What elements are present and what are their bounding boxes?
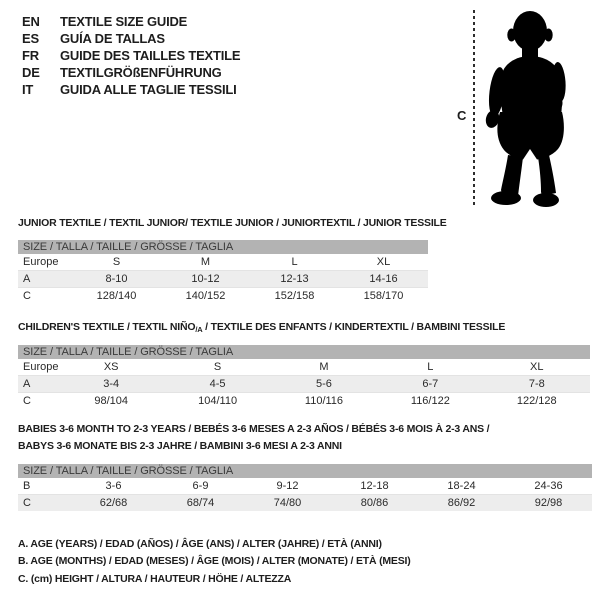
- size-cell: L: [427, 361, 434, 373]
- baby-foot-left: [491, 191, 521, 205]
- size-cell: 80/86: [360, 497, 389, 509]
- baby-head: [513, 11, 547, 51]
- footnotes: [18, 536, 411, 588]
- size-cell: 4-5: [209, 378, 226, 390]
- table-row: [18, 393, 590, 410]
- row-label: C: [23, 290, 31, 302]
- size-cell: 8-10: [105, 273, 128, 285]
- size-header-bar: SIZE / TALLA / TAILLE / GRÖSSE / TAGLIA: [18, 345, 590, 359]
- babies-table-title: [18, 421, 489, 455]
- baby-hand-right: [552, 96, 563, 111]
- babies-title-line2: BABYS 3-6 MONATE BIS 2-3 JAHRE / BAMBINI 3-6 MESI A 2-3 ANNI: [18, 440, 342, 452]
- language-guide-list: [22, 13, 240, 98]
- size-cell: 104/110: [198, 395, 238, 407]
- size-cell: 9-12: [276, 480, 299, 492]
- language-row-it: [22, 81, 240, 98]
- language-label: GUIDE DES TAILLES TEXTILE: [60, 48, 241, 63]
- height-marker-label: C: [457, 108, 467, 123]
- babies-size-table: [18, 464, 592, 511]
- children-title-sub: /A: [195, 325, 203, 334]
- table-row: [18, 288, 428, 305]
- size-cell: S: [112, 256, 121, 268]
- language-code: EN: [22, 14, 40, 29]
- table-row: [18, 271, 428, 288]
- size-cell: 158/170: [363, 290, 404, 302]
- size-cell: 122/128: [516, 395, 557, 407]
- size-cell: 7-8: [528, 378, 545, 390]
- size-cell: M: [200, 256, 211, 268]
- language-label: TEXTILE SIZE GUIDE: [60, 14, 188, 29]
- row-label: A: [23, 273, 31, 285]
- babies-title-line1: BABIES 3-6 MONTH TO 2-3 YEARS / BEBÉS 3-6 MESES A 2-3 AÑOS / BÉBÉS 3-6 MOIS À 2-3 ANS /: [18, 423, 490, 435]
- language-label: TEXTILGRÖßENFÜHRUNG: [60, 65, 222, 80]
- baby-leg-right: [538, 155, 556, 196]
- size-cell: 6-9: [192, 480, 209, 492]
- children-table-title: [18, 319, 505, 338]
- size-cell: 86/92: [447, 497, 476, 509]
- size-header-bar: SIZE / TALLA / TAILLE / GRÖSSE / TAGLIA: [18, 464, 592, 478]
- row-label: Europe: [23, 361, 59, 373]
- size-cell: 5-6: [316, 378, 332, 390]
- size-cell: S: [213, 361, 222, 373]
- table-row: [18, 359, 590, 376]
- size-cell: M: [319, 361, 329, 373]
- size-cell: XS: [103, 361, 119, 373]
- size-cell: 92/98: [534, 497, 563, 509]
- table-row: [18, 495, 592, 512]
- row-label: A: [23, 378, 31, 390]
- size-cell: 98/104: [94, 395, 129, 407]
- footnote-height-cm: C. (cm) HEIGHT / ALTURA / HAUTEUR / HÖHE / ALTEZZA: [18, 572, 292, 585]
- junior-table-title: JUNIOR TEXTILE / TEXTIL JUNIOR/ TEXTILE JUNIOR / JUNIORTEXTIL / JUNIOR TESSILE: [18, 217, 447, 229]
- language-row-de: [22, 64, 240, 81]
- children-size-table: [18, 345, 590, 409]
- size-cell: 12-13: [280, 273, 309, 285]
- size-cell: 152/158: [274, 290, 315, 302]
- size-cell: 14-16: [369, 273, 398, 285]
- language-code: IT: [22, 82, 34, 97]
- baby-foot-right: [533, 193, 559, 207]
- language-code: ES: [22, 31, 39, 46]
- language-row-es: [22, 30, 240, 47]
- footnote-age-years: A. AGE (YEARS) / EDAD (AÑOS) / ÂGE (ANS) / ALTER (JAHRE) / ETÀ (ANNI): [18, 538, 382, 550]
- table-row: [18, 376, 590, 393]
- size-cell: 10-12: [191, 273, 220, 285]
- children-title-post: / TEXTILE DES ENFANTS / KINDERTEXTIL / BAMBINI TESSILE: [202, 321, 506, 333]
- language-label: GUIDA ALLE TAGLIE TESSILI: [60, 82, 237, 97]
- size-cell: L: [291, 256, 298, 268]
- size-cell: 128/140: [96, 290, 137, 302]
- junior-size-table: [18, 240, 428, 304]
- height-measure-dashed-line: [473, 10, 475, 207]
- size-cell: 62/68: [99, 497, 128, 509]
- table-row: [18, 254, 428, 271]
- size-cell: 110/116: [304, 395, 344, 407]
- language-row-fr: [22, 47, 240, 64]
- size-cell: XL: [530, 361, 544, 373]
- size-cell: 18-24: [447, 480, 476, 492]
- size-cell: 3-4: [103, 378, 120, 390]
- language-code: DE: [22, 65, 40, 80]
- size-header-bar: SIZE / TALLA / TAILLE / GRÖSSE / TAGLIA: [18, 240, 428, 254]
- size-cell: 24-36: [534, 480, 563, 492]
- children-title-pre: CHILDREN'S TEXTILE / TEXTIL NIÑO: [18, 321, 196, 333]
- language-row-en: [22, 13, 240, 30]
- size-cell: 140/152: [185, 290, 226, 302]
- row-label: B: [23, 480, 31, 492]
- size-cell: XL: [376, 256, 391, 268]
- size-cell: 6-7: [422, 378, 439, 390]
- size-cell: 12-18: [360, 480, 389, 492]
- row-label: C: [23, 395, 31, 407]
- row-label: C: [23, 497, 31, 509]
- size-cell: 116/122: [410, 395, 450, 407]
- language-code: FR: [22, 48, 39, 63]
- baby-silhouette-image: [478, 8, 588, 208]
- footnote-age-months: B. AGE (MONTHS) / EDAD (MESES) / ÂGE (MOIS) / ALTER (MONATE) / ETÀ (MESI): [18, 555, 411, 568]
- table-row: [18, 478, 592, 495]
- language-label: GUÍA DE TALLAS: [60, 31, 165, 46]
- row-label: Europe: [23, 256, 59, 268]
- size-cell: 74/80: [273, 497, 302, 509]
- baby-leg-left: [501, 155, 523, 196]
- size-cell: 3-6: [105, 480, 122, 492]
- size-cell: 68/74: [186, 497, 215, 509]
